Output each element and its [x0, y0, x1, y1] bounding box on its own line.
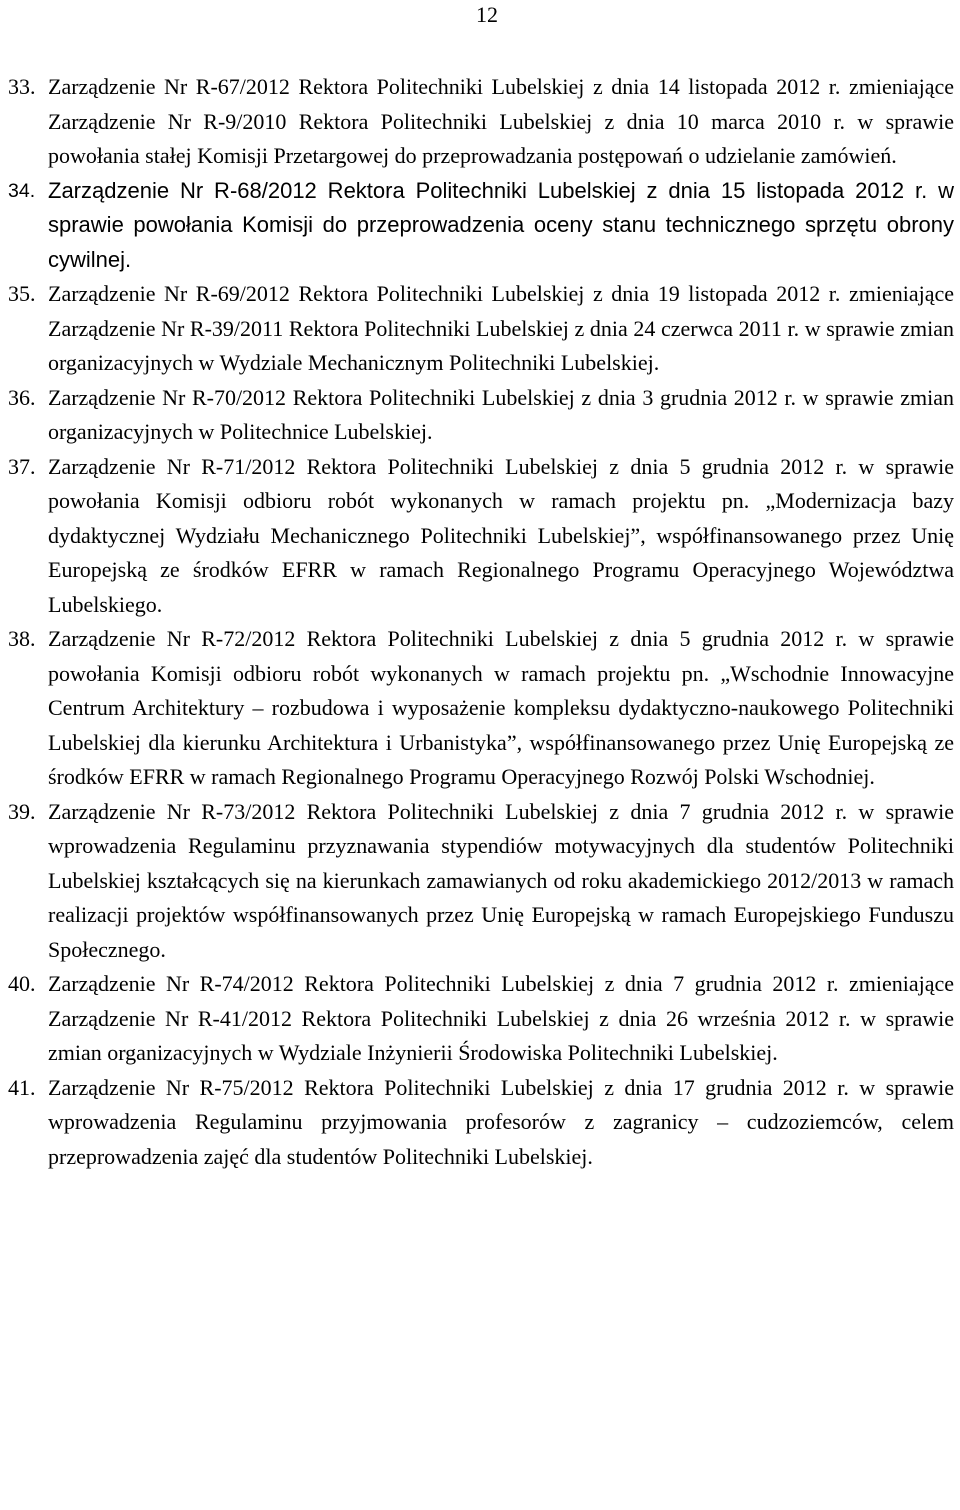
list-item [8, 381, 954, 450]
list-item [8, 450, 954, 623]
list-item [8, 70, 954, 174]
page-number: 12 [476, 2, 498, 27]
item-text: Zarządzenie Nr R-73/2012 Rektora Politechniki Lubelskiej z dnia 7 grudnia 2012 r. w sprawie wprowadzenia Regulaminu przyznawania stypendiów motywacyjnych dla studentów Politechniki Lubelskiej kształcących się na kierunkach zamawianych od roku akademickiego 2012/2013 w ramach realizacji projektów współfinansowanych przez Unię Europejską w ramach Europejskiego Funduszu Społecznego. [48, 798, 954, 962]
ordinance-list [8, 70, 954, 1174]
list-item [8, 967, 954, 1071]
item-text: Zarządzenie Nr R-68/2012 Rektora Politechniki Lubelskiej z dnia 15 listopada 2012 r. w sprawie powołania Komisji do przeprowadzenia oceny stanu technicznego sprzętu obrony cywilnej. [48, 177, 954, 272]
item-number: 37. [8, 453, 36, 479]
item-text: Zarządzenie Nr R-69/2012 Rektora Politechniki Lubelskiej z dnia 19 listopada 2012 r. zmieniające Zarządzenie Nr R-39/2011 Rektora Politechniki Lubelskiej z dnia 24 czerwca 2011 r. w sprawie zmian organizacyjnych w Wydziale Mechanicznym Politechniki Lubelskiej. [48, 281, 954, 375]
item-number: 38. [8, 626, 36, 651]
list-item [8, 795, 954, 968]
list-item [8, 1071, 954, 1175]
item-text: Zarządzenie Nr R-71/2012 Rektora Politechniki Lubelskiej z dnia 5 grudnia 2012 r. w sprawie powołania Komisji odbioru robót wykonanych w ramach projektu pn. „Modernizacja bazy dydaktycznej Wydziału Mechanicznego Politechniki Lubelskiej”, współfinansowanego przez Unię Europejską ze środków EFRR w ramach Regionalnego Programu Operacyjnego Województwa Lubelskiego. [48, 453, 954, 617]
item-number: 40. [8, 971, 36, 996]
item-text: Zarządzenie Nr R-75/2012 Rektora Politechniki Lubelskiej z dnia 17 grudnia 2012 r. w sprawie wprowadzenia Regulaminu przyjmowania profesorów z zagranicy – cudzoziemców, celem przeprowadzenia zajęć dla studentów Politechniki Lubelskiej. [48, 1074, 954, 1169]
list-item [8, 174, 954, 278]
item-text: Zarządzenie Nr R-72/2012 Rektora Politechniki Lubelskiej z dnia 5 grudnia 2012 r. w sprawie powołania Komisji odbioru robót wykonanych w ramach projektu pn. „Wschodnie Innowacyjne Centrum Architektury – rozbudowa i wyposażenie kompleksu dydaktyczno-naukowego Politechniki Lubelskiej dla kierunku Architektura i Urbanistyka”, współfinansowanego przez Unię Europejską ze środków EFRR w ramach Regionalnego Programu Operacyjnego Rozwój Polski Wschodniej. [48, 626, 954, 789]
item-text: Zarządzenie Nr R-74/2012 Rektora Politechniki Lubelskiej z dnia 7 grudnia 2012 r. zmieniające Zarządzenie Nr R-41/2012 Rektora Politechniki Lubelskiej z dnia 26 września 2012 r. w sprawie zmian organizacyjnych w Wydziale Inżynierii Środowiska Politechniki Lubelskiej. [48, 971, 954, 1065]
item-number: 36. [8, 384, 36, 410]
list-item [8, 277, 954, 381]
item-text: Zarządzenie Nr R-70/2012 Rektora Politechniki Lubelskiej z dnia 3 grudnia 2012 r. w sprawie zmian organizacyjnych w Politechnice Lubelskiej. [48, 384, 954, 444]
item-number: 41. [8, 1074, 36, 1100]
item-number: 34. [8, 179, 36, 202]
item-text: Zarządzenie Nr R-67/2012 Rektora Politechniki Lubelskiej z dnia 14 listopada 2012 r. zmieniające Zarządzenie Nr R-9/2010 Rektora Politechniki Lubelskiej z dnia 10 marca 2010 r. w sprawie powołania stałej Komisji Przetargowej do przeprowadzania postępowań o udzielanie zamówień. [48, 74, 954, 168]
item-number: 33. [8, 74, 36, 99]
item-number: 35. [8, 281, 36, 306]
list-item [8, 622, 954, 795]
item-number: 39. [8, 798, 36, 824]
